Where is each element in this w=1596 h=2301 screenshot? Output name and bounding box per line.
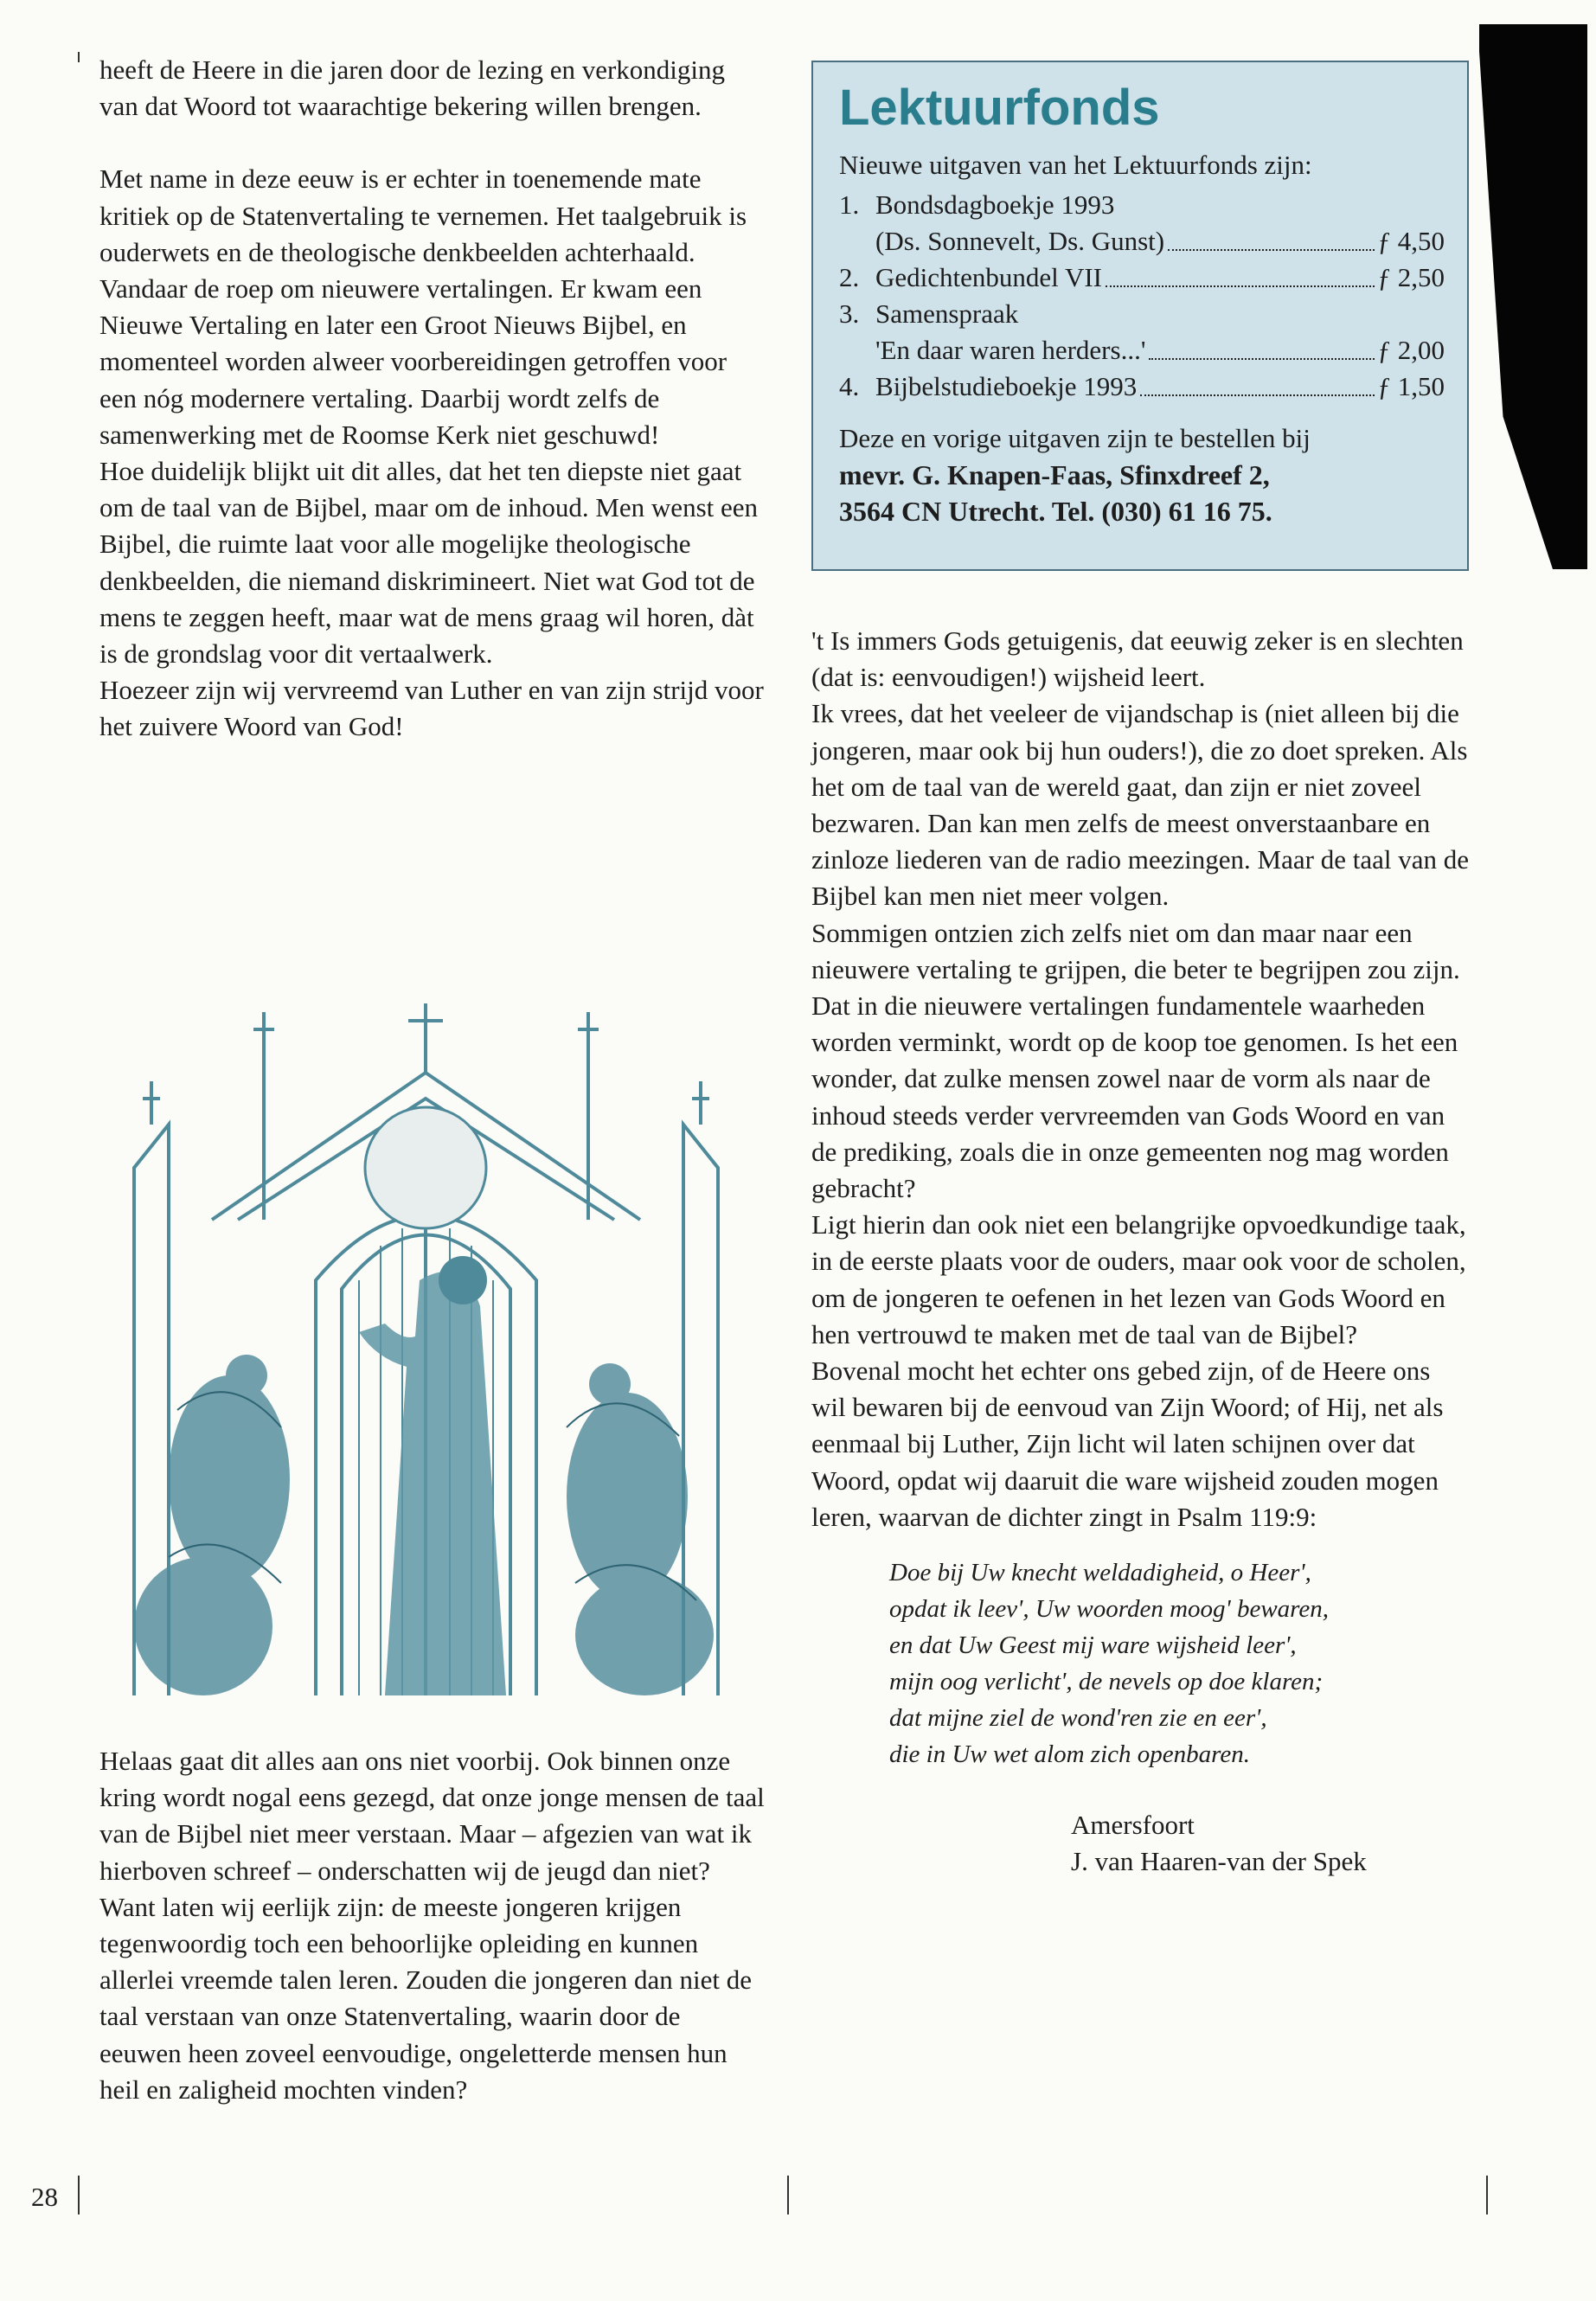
paragraph: 't Is immers Gods getuigenis, dat eeuwig zeker is en slechten (dat is: eenvoudigen!) wijsheid leert. [811,625,1464,693]
psalm-poem [889,1554,1471,1772]
paragraph: heeft de Heere in die jaren door de lezing en verkondiging van dat Woord tot waarachtige bekering willen brengen. [99,54,726,122]
signature-place: Amersfoort [1071,1810,1195,1841]
list-item [839,296,1445,369]
item-subtitle: (Ds. Sonnevelt, Ds. Gunst) [875,226,1165,256]
list-item [839,260,1445,296]
item-price: ƒ 2,00 [1377,335,1445,365]
signature [1071,1807,1471,1880]
signature-name: J. van Haaren-van der Spek [1071,1846,1367,1877]
box-intro: Nieuwe uitgaven van het Lektuurfonds zijn: [839,150,1312,180]
item-number: 3. [839,298,860,329]
paragraph: Bovenal mocht het echter ons gebed zijn, of de Heere ons wil bewaren bij de eenvoud van Zijn Woord; of Hij, net als eenmaal bij Luther, Zijn licht wil laten schijnen over dat Woord, opdat wij daaruit die ware wijsheid zouden mogen leren, waarvan de dichter zingt in Psalm 119:9: [811,1356,1444,1532]
item-price: ƒ 4,50 [1377,226,1445,256]
edge-black-bar [1479,24,1587,569]
poem-line: dat mijne ziel de wond'ren zie en eer', [889,1704,1267,1733]
item-number: 4. [839,371,860,401]
item-price: ƒ 1,50 [1377,371,1445,401]
left-column-bottom [99,1743,766,2108]
paragraph: Hoe duidelijk blijkt uit dit alles, dat het ten diepste niet gaat om de taal van de Bijbel, maar om de inhoud. Men wenst een Bijbel, die ruimte laat voor alle mogelijke theologische denkbeelden, die niemand diskrimineert. Niet wat God tot de mens te zeggen heeft, maar wat de mens graag wil horen, dàt is de grondslag voor dit vertaalwerk. [99,456,759,670]
order-address-line2: 3564 CN Utrecht. Tel. (030) 61 16 75. [839,496,1272,527]
lektuurfonds-box [811,61,1469,571]
paragraph: Hoezeer zijn wij vervreemd van Luther en van zijn strijd voor het zuivere Woord van God! [99,675,764,742]
paragraph: Ik vrees, dat het veeleer de vijandschap is (niet alleen bij die jongeren, maar ook bij hun ouders!), die zo doet spreken. Als het om de taal van de wereld gaat, dan zijn er niet zoveel bezwaren. Dan kan men zelfs de meest onverstaanbare en zinloze liederen van de radio meezingen. Maar de taal van de Bijbel kan men niet meer volgen. [811,698,1469,912]
paragraph: Ligt hierin dan ook niet een belangrijke opvoedkundige taak, in de eerste plaats voor de ouders, maar ook voor de scholen, om de jongeren te oefenen in het lezen van Gods Woord en hen vertrouwd te maken met de taal van de Bijbel? [811,1209,1466,1349]
item-title: Samenspraak [875,298,1019,329]
box-title: Lektuurfonds [839,80,1160,136]
poem-line: Doe bij Uw knecht weldadigheid, o Heer', [889,1559,1311,1587]
left-rule-top [78,52,80,62]
item-number: 1. [839,189,860,220]
right-column [811,623,1471,1880]
left-rule-bottom [78,2176,80,2214]
order-address-line1: mevr. G. Knapen-Faas, Sfinxdreef 2, [839,459,1270,490]
paragraph: Sommigen ontzien zich zelfs niet om dan maar naar een nieuwere vertaling te grijpen, die beter te begrijpen zou zijn. Dat in die nieuwere vertalingen fundamentele waarheden worden verminkt, wordt op de koop toe genomen. Is het een wonder, dat zulke mensen zowel naar de vorm als naar de inhoud steeds verder vervreemden van Gods Woord en van de prediking, zoals die in onze gemeenten nog mag worden gebracht? [811,917,1460,1204]
left-column-top [99,52,766,746]
poem-line: en dat Uw Geest mij ware wijsheid leer', [889,1631,1297,1660]
paragraph: Helaas gaat dit alles aan ons niet voorbij. Ook binnen onze kring wordt nogal eens gezegd, dat onze jonge mensen de taal van de Bijbel niet meer verstaan. Maar – afgezien van wat ik hierboven schreef – onderschatten wij de jeugd dan niet? Want laten wij eerlijk zijn: de meeste jongeren krijgen tegenwoordig toch een behoorlijke opleiding en kunnen allerlei vreemde talen leren. Zouden die jongeren dan niet de taal verstaan van onze Statenvertaling, waarin door de eeuwen heen zoveel eenvoudige, ongeletterde mensen hun heil en zaligheid mochten vinden? [99,1746,765,2105]
item-title: Bijbelstudieboekje 1993 [875,371,1138,401]
publication-list [839,187,1445,405]
poem-line: die in Uw wet alom zich openbaren. [889,1740,1250,1769]
item-price: ƒ 2,50 [1377,262,1445,292]
list-item [839,187,1445,260]
item-title: Bondsdagboekje 1993 [875,189,1115,220]
paragraph: Met name in deze eeuw is er echter in toenemende mate kritiek op de Statenvertaling te vernemen. Het taalgebruik is ouderwets en de theologische denkbeelden achterhaald. Vandaar de roep om nieuwere vertalingen. Er kwam een Nieuwe Vertaling en later een Groot Nieuws Bijbel, en momenteel worden alweer voorbereidingen getroffen voor een nóg modernere vertaling. Daarbij wordt zelfs de samenwerking met de Roomse Kerk niet geschuwd! [99,163,747,450]
page-number: 28 [31,2182,58,2212]
poem-line: mijn oog verlicht', de nevels op doe klaren; [889,1668,1324,1696]
order-text: Deze en vorige uitgaven zijn te bestellen bij [839,423,1311,453]
right-rule-bottom [1486,2176,1488,2214]
list-item [839,369,1445,405]
item-subtitle: 'En daar waren herders...' [875,335,1146,365]
luther-door-illustration [99,995,753,1713]
item-number: 2. [839,262,860,292]
center-rule-bottom [787,2176,789,2214]
poem-line: opdat ik leev', Uw woorden moog' bewaren, [889,1595,1330,1624]
item-title: Gedichtenbundel VII [875,262,1102,292]
